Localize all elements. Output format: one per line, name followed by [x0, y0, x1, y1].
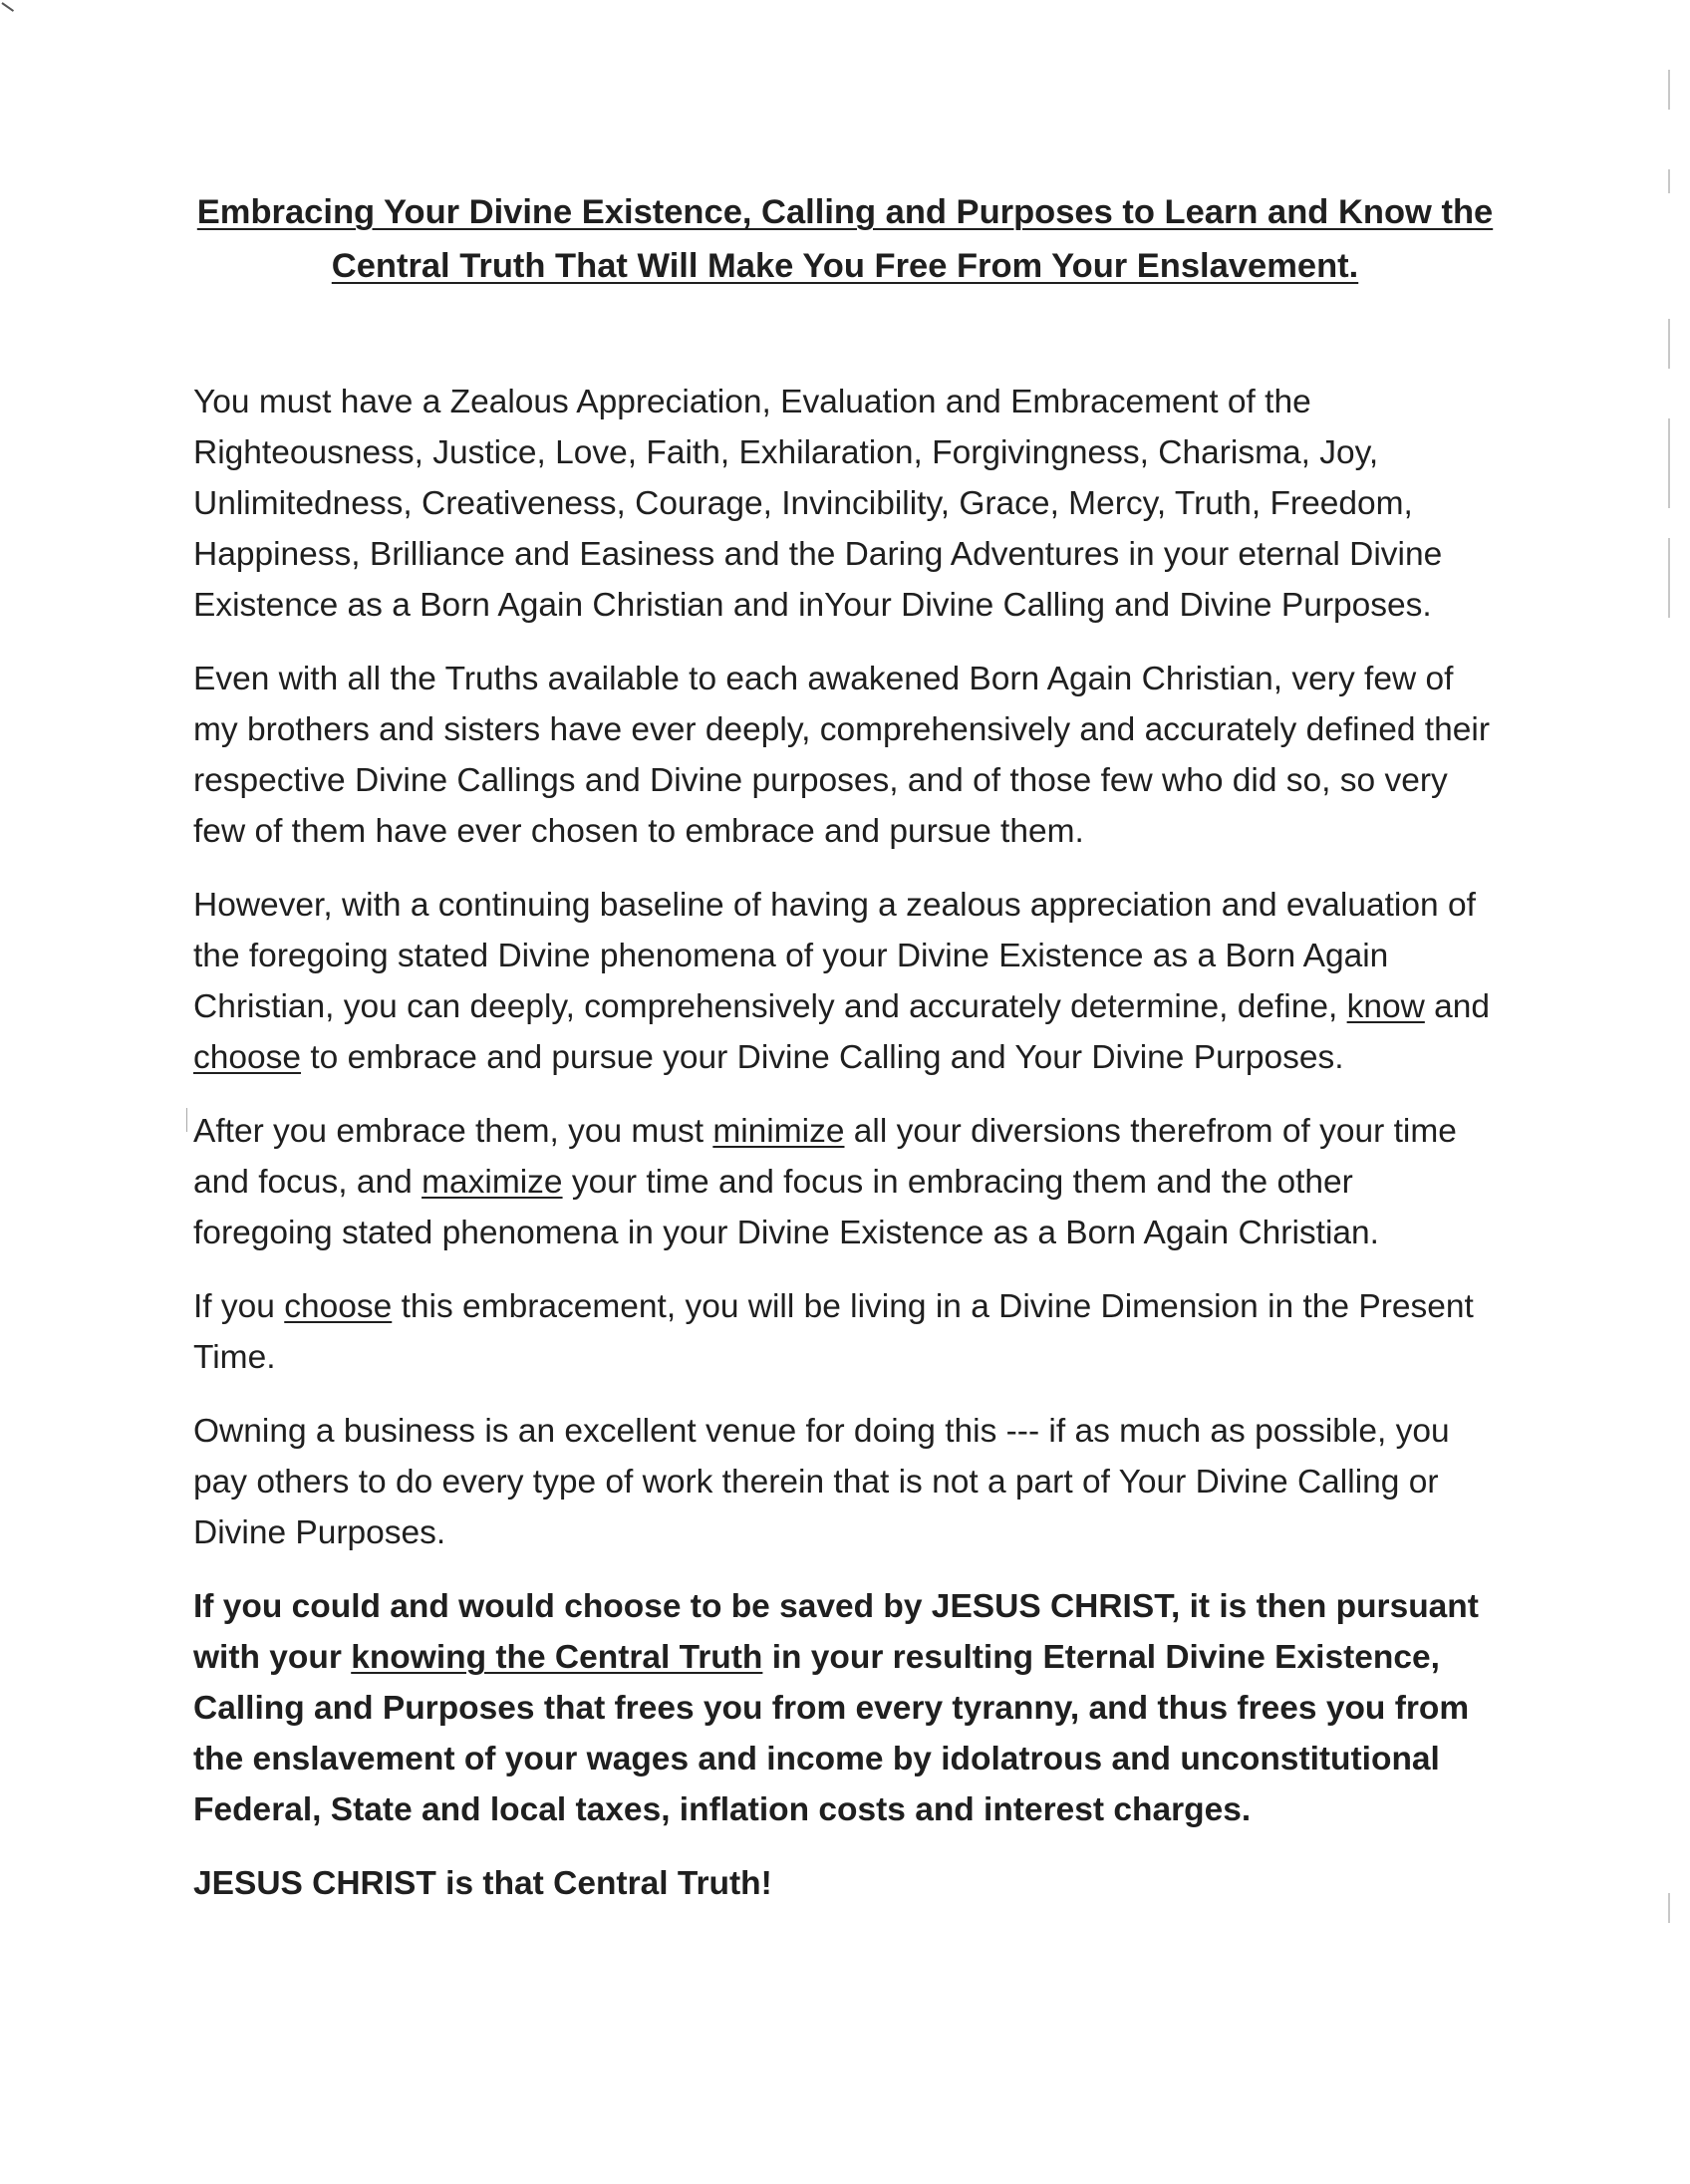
scan-edge-mark	[1668, 1893, 1670, 1923]
paragraph-text: Even with all the Truths available to each awakened Born Again Christian, very few of my brothers and sisters have ever deeply, comprehensively and accurately defined their respective Divine Callings and Divine purposes, and of those few who did so, so very few of them have ever chosen to embrace and pursue them.	[193, 661, 1490, 850]
paragraph-text: If you could and would choose to be saved by JESUS CHRIST, it is then pursuant with your	[193, 1588, 1479, 1676]
paragraph	[193, 1406, 1495, 1558]
scan-edge-mark	[1668, 319, 1670, 369]
document-title: Embracing Your Divine Existence, Calling and Purposes to Learn and Know the Central Truth That Will Make You Free From Your Enslavement.	[196, 193, 1494, 285]
paragraph-text: all your diversions therefrom of your time and focus, and	[193, 1113, 1457, 1201]
scan-edge-mark	[1668, 538, 1670, 618]
scan-corner-mark	[1, 2, 14, 12]
underlined-text: knowing the Central Truth	[351, 1639, 763, 1676]
underlined-text: minimize	[712, 1113, 845, 1150]
paragraph-text: your time and focus in embracing them and the other foregoing stated phenomena in your Divine Existence as a Born Again Christian.	[193, 1164, 1379, 1251]
scan-edge-mark	[1668, 70, 1670, 110]
paragraph-text: and	[1424, 988, 1491, 1025]
scan-edge-mark	[1668, 169, 1670, 193]
underlined-text: choose	[284, 1288, 393, 1325]
paragraph-text: in your resulting Eternal Divine Existence, Calling and Purposes that frees you from every tyranny, and thus frees you from the enslavement of your wages and income by idolatrous and unconstitutional Federal, State and local taxes, inflation costs and interest charges.	[193, 1639, 1470, 1828]
document-body	[193, 377, 1495, 1932]
paragraph-text: If you	[193, 1288, 285, 1325]
paragraph-text: Owning a business is an excellent venue for doing this --- if as much as possible, you pay others to do every type of work therein that is not a part of Your Divine Calling or Divine Purposes.	[193, 1413, 1450, 1551]
paragraph	[193, 1106, 1495, 1258]
paragraph-text: JESUS CHRIST is that Central Truth!	[193, 1865, 772, 1902]
paragraph	[193, 377, 1495, 631]
paragraph-text: After you embrace them, you must	[193, 1113, 713, 1150]
paragraph-text: However, with a continuing baseline of having a zealous appreciation and evaluation of the foregoing stated Divine phenomena of your Divine Existence as a Born Again Christian, you can deeply, comprehensively and accurately determine, define,	[193, 887, 1476, 1025]
scan-margin-mark	[186, 1108, 187, 1132]
paragraph	[193, 1281, 1495, 1383]
scan-edge-mark	[1668, 418, 1670, 508]
paragraph-text: You must have a Zealous Appreciation, Evaluation and Embracement of the Righteousness, Justice, Love, Faith, Exhilaration, Forgivingness, Charisma, Joy, Unlimitedness, Creativeness, Courage, Invincibility, Grace, Mercy, Truth, Freedom, Happiness, Brilliance and Easiness and the Daring Adventures in your eternal Divine Existence as a Born Again Christian and inYour Divine Calling and Divine Purposes.	[193, 384, 1443, 624]
underlined-text: choose	[193, 1039, 302, 1076]
paragraph	[193, 880, 1495, 1083]
paragraph-text: to embrace and pursue your Divine Calling and Your Divine Purposes.	[301, 1039, 1344, 1076]
underlined-text: maximize	[422, 1164, 563, 1201]
paragraph-text: this embracement, you will be living in a Divine Dimension in the Present Time.	[193, 1288, 1474, 1376]
paragraph	[193, 654, 1495, 857]
underlined-text: know	[1346, 988, 1425, 1025]
paragraph	[193, 1581, 1495, 1835]
paragraph	[193, 1858, 1495, 1909]
